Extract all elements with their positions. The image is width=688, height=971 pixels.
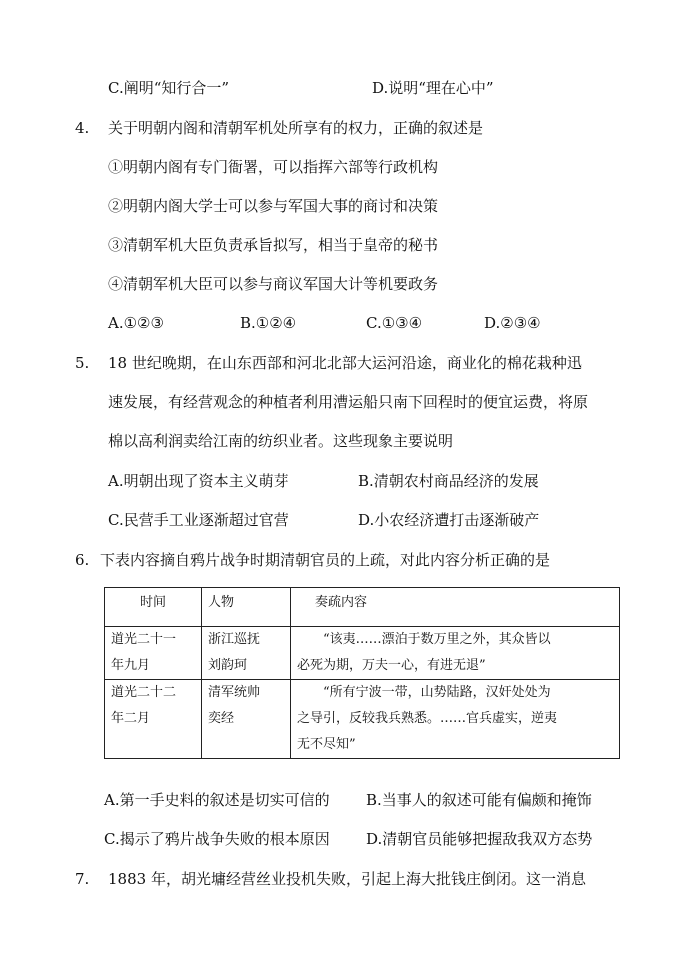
q4-option-b: B.①②④ <box>240 314 297 332</box>
row1-time-line-1: 道光二十一 <box>111 632 177 647</box>
q3-option-d: D.说明“理在心中” <box>372 79 494 97</box>
table-row <box>105 680 620 759</box>
q4-item-2: ②明朝内阁大学士可以参与军国大事的商讨和决策 <box>108 197 439 215</box>
q5-number: 5. <box>75 354 90 372</box>
q4-item-4: ④清朝军机大臣可以参与商议军国大计等机要政务 <box>108 275 439 293</box>
header-person: 人物 <box>202 588 291 627</box>
row1-person-line-2: 刘韵珂 <box>208 658 248 673</box>
row2-content <box>291 680 620 759</box>
row2-content-line-3: 无不尽知” <box>297 737 356 752</box>
q3-option-c: C.阐明“知行合一” <box>108 79 230 97</box>
q5-option-a: A.明朝出现了资本主义萌芽 <box>108 472 289 490</box>
row1-content-line-1: “该夷……漂泊于数万里之外，其众皆以 <box>323 632 551 647</box>
q4-item-1: ①明朝内阁有专门衙署，可以指挥六部等行政机构 <box>108 158 439 176</box>
q7-stem: 1883 年，胡光墉经营丝业投机失败，引起上海大批钱庄倒闭。这一消息 <box>108 870 586 888</box>
q5-option-d: D.小农经济遭打击逐渐破产 <box>358 511 540 529</box>
q4-stem: 关于明朝内阁和清朝军机处所享有的权力，正确的叙述是 <box>108 119 484 137</box>
q5-option-b: B.清朝农村商品经济的发展 <box>358 472 539 490</box>
q5-stem-line-1: 18 世纪晚期，在山东西部和河北北部大运河沿途，商业化的棉花栽种迅 <box>108 354 582 372</box>
row2-person-line-2: 奕经 <box>208 711 235 726</box>
q4-option-c: C.①③④ <box>366 314 423 332</box>
q4-number: 4. <box>75 119 90 137</box>
row2-person-line-1: 清军统帅 <box>208 685 261 700</box>
row2-time-line-2: 年二月 <box>111 711 151 726</box>
row1-time <box>105 627 202 680</box>
q6-stem: 下表内容摘自鸦片战争时期清朝官员的上疏，对此内容分析正确的是 <box>100 551 551 569</box>
row1-content-line-2: 必死为期，万夫一心，有进无退” <box>297 658 486 673</box>
row1-time-line-2: 年九月 <box>111 658 151 673</box>
q4-option-a: A.①②③ <box>108 314 164 332</box>
row2-content-line-2: 之导引，反较我兵熟悉。……官兵虚实，逆夷 <box>297 711 558 726</box>
q5-option-c: C.民营手工业逐渐超过官营 <box>108 511 289 529</box>
row1-person <box>202 627 291 680</box>
table-header-row <box>105 588 620 627</box>
q6-option-a: A.第一手史料的叙述是切实可信的 <box>104 791 330 809</box>
header-content: 奏疏内容 <box>291 588 620 627</box>
q6-option-d: D.清朝官员能够把握敌我双方态势 <box>366 830 593 848</box>
q5-stem-line-2: 速发展，有经营观念的种植者利用漕运船只南下回程时的便宜运费，将原 <box>108 393 589 411</box>
q4-item-3: ③清朝军机大臣负责承旨拟写，相当于皇帝的秘书 <box>108 236 439 254</box>
row1-person-line-1: 浙江巡抚 <box>208 632 261 647</box>
row2-time-line-1: 道光二十二 <box>111 685 177 700</box>
table-row <box>105 627 620 680</box>
row2-person <box>202 680 291 759</box>
row2-time <box>105 680 202 759</box>
q7-number: 7. <box>75 870 90 888</box>
q6-option-c: C.揭示了鸦片战争失败的根本原因 <box>104 830 330 848</box>
q5-stem-line-3: 棉以高利润卖给江南的纺织业者。这些现象主要说明 <box>108 432 454 450</box>
header-time: 时间 <box>105 588 202 627</box>
q6-option-b: B.当事人的叙述可能有偏颇和掩饰 <box>366 791 592 809</box>
row1-content <box>291 627 620 680</box>
memorial-table <box>104 587 620 759</box>
q6-number: 6. <box>75 551 90 569</box>
row2-content-line-1: “所有宁波一带，山势陆路，汉奸处处为 <box>323 685 551 700</box>
q4-option-d: D.②③④ <box>484 314 541 332</box>
